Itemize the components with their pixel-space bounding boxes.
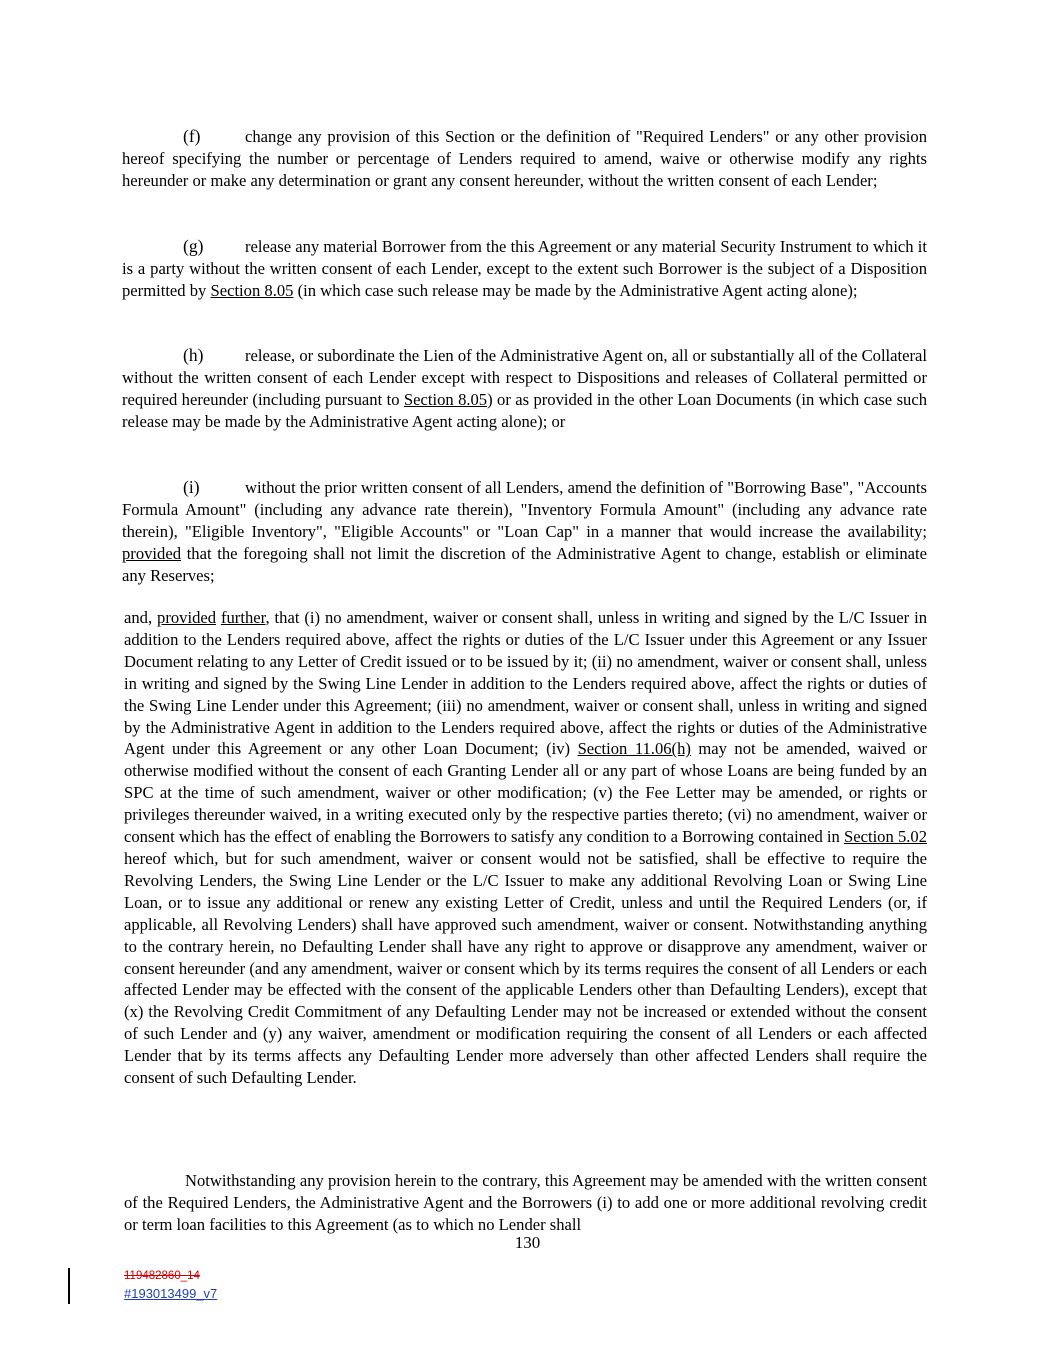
section-ref-link: Section 8.05 [210, 280, 294, 300]
clause-i-text-end: that the foregoing shall not limit the discretion of the Administrative Agent to change, establish or eliminate any Reserves; [122, 543, 927, 585]
proviso-paragraph [124, 607, 927, 1089]
clause-h [122, 345, 927, 433]
clause-h-label: (h) [183, 345, 204, 365]
section-ref-link: Section 8.05 [403, 389, 488, 409]
clause-f [122, 126, 927, 192]
clause-g-label: (g) [183, 236, 204, 256]
section-ref-link: Section 11.06(h) [577, 739, 691, 759]
provided-term: provided [157, 608, 217, 627]
clause-i-label: (i) [183, 477, 200, 497]
final-paragraph-text: Notwithstanding any provision herein to the contrary, this Agreement may be amended with the written consent of the Required Lenders, the Administrative Agent and the Borrowers (i) to add one or more additional revolving credit or term loan facilities to this Agreement (as to which no Lender shall [124, 1171, 927, 1234]
section-ref-link: Section 5.02 [844, 827, 927, 847]
clause-i [122, 477, 927, 587]
doc-id-old: 119482860_14 [124, 1270, 200, 1282]
clause-g-text-end: (in which case such release may be made by the Administrative Agent acting alone); [293, 280, 858, 300]
proviso-text-3: may not be amended, waived or otherwise modified without the consent of each Granting Lender all or any part of whose Loans are being funded by an SPC at the time of such amendment, waiver or other modification; (v) the Fee Letter may be amended, or rights or privileges thereunder waived, in a writing executed only by the respective parties thereto; (vi) no amendment, waiver or consent which has the effect of enabling the Borrowers to satisfy any condition to a Borrowing contained in [124, 739, 927, 847]
doc-id-new: #193013499_v7 [124, 1286, 218, 1301]
final-paragraph [124, 1170, 927, 1236]
proviso-text-2: , that (i) no amendment, waiver or consent shall, unless in writing and signed by the L/C Issuer in addition to the Lenders required above, affect the rights or duties of the L/C Issuer under this Agreement or any Issuer Document relating to any Letter of Credit issued or to be issued by it; (ii) no amendment, waiver or consent shall, unless in writing and signed by the Swing Line Lender in addition to the Lenders required above, affect the rights or duties of the Swing Line Lender under this Agreement; (iii) no amendment, waiver or consent shall, unless in writing and signed by the Administrative Agent in addition to the Lenders required above, affect the rights or duties of the Administrative Agent under this Agreement or any other Loan Document; (iv) [124, 608, 927, 759]
provided-term: provided [122, 543, 181, 563]
clause-g [122, 236, 927, 302]
change-bar [68, 1268, 70, 1304]
further-term: further [220, 608, 266, 627]
clause-h-text: release, or subordinate the Lien of the Administrative Agent on, all or substantially all of the Collateral without the written consent of each Lender except with respect to Dispositions and releases of Collateral permitted or required hereunder (including pursuant to [122, 346, 928, 409]
clause-h-text-end: ) or as provided in the other Loan Documents (in which case such release may be made by the Administrative Agent acting alone); or [122, 389, 927, 431]
page-number: 130 [514, 1233, 541, 1252]
clause-f-label: (f) [183, 126, 201, 146]
proviso-text-4: hereof which, but for such amendment, waiver or consent would not be satisfied, shall be effective to require the Revolving Lenders, the Swing Line Lender or the L/C Issuer to make any additional Revolving Loan or Swing Line Loan, or to issue any additional or renew any existing Letter of Credit, unless and until the Required Lenders (or, if applicable, all Revolving Lenders) shall have approved such amendment, waiver or consent. Notwithstanding anything to the contrary herein, no Defaulting Lender shall have any right to approve or disapprove any amendment, waiver or consent hereunder (and any amendment, waiver or consent which by its terms requires the consent of all Lenders or each affected Lender may be effected with the consent of the applicable Lenders other than Defaulting Lenders), except that (x) the Revolving Credit Commitment of any Defaulting Lender may not be increased or extended without the consent of such Lender and (y) any waiver, amendment or modification requiring the consent of all Lenders or each affected Lender that by its terms affects any Defaulting Lender more adversely than other affected Lenders shall require the consent of such Defaulting Lender. [124, 848, 927, 1088]
clause-g-text: release any material Borrower from the this Agreement or any material Security Instrument to which it is a party without the written consent of each Lender, except to the extent such Borrower is the subject of a Disposition permitted by [122, 237, 927, 300]
clause-f-text: change any provision of this Section or the definition of "Required Lenders" or any other provision hereof specifying the number or percentage of Lenders required to amend, waive or otherwise modify any rights hereunder or make any determination or grant any consent hereunder, without the written consent of each Lender; [122, 127, 927, 190]
proviso-text-1: and, [124, 608, 158, 627]
clause-i-text: without the prior written consent of all Lenders, amend the definition of "Borrowing Base", "Accounts Formula Amount" (including any advance rate therein), "Inventory Formula Amount" (including any advance rate therein), "Eligible Inventory", "Eligible Accounts" or "Loan Cap" in a manner that would increase the availability; [122, 478, 927, 541]
